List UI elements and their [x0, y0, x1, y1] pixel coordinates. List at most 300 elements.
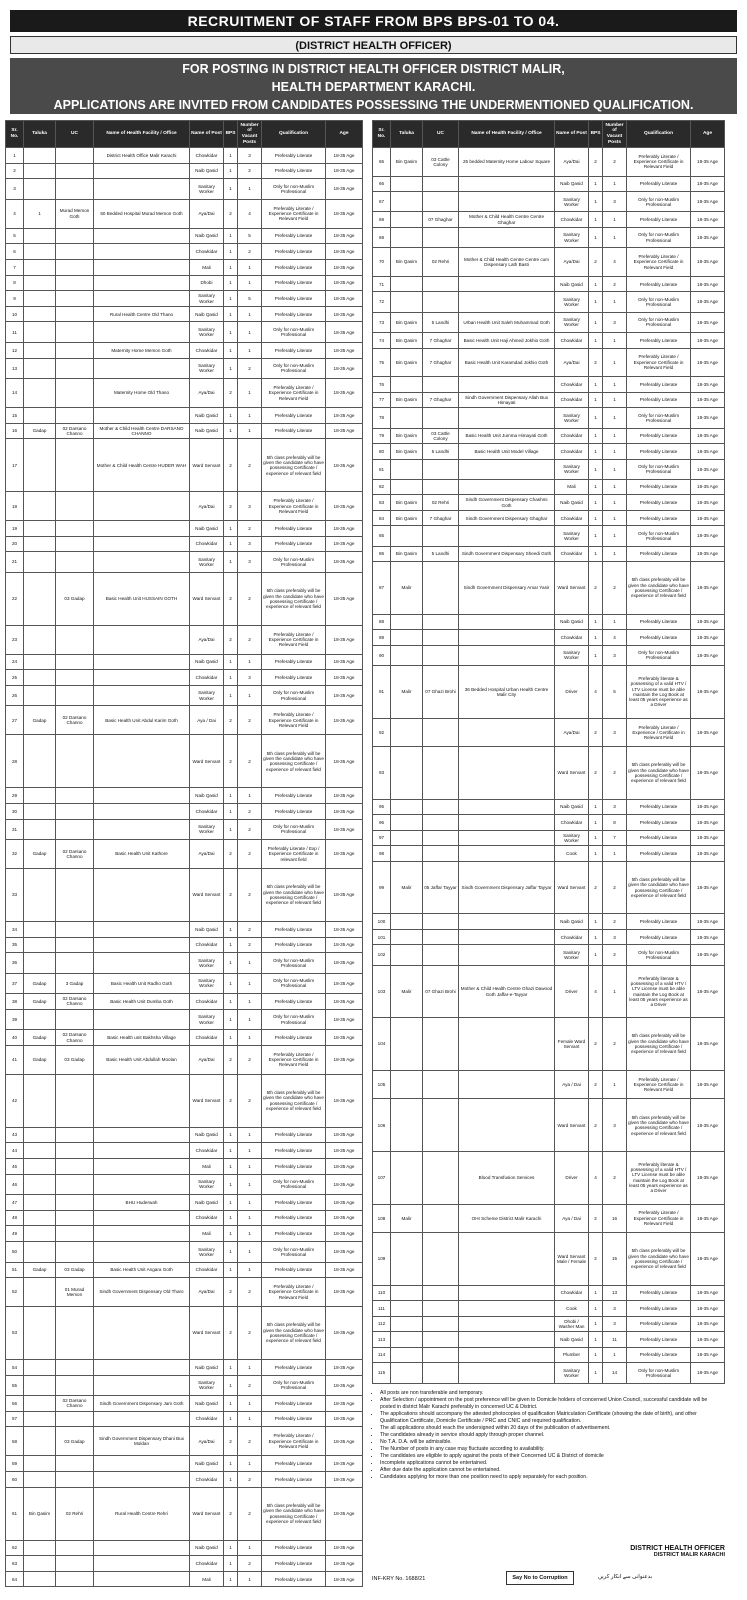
cell-post: Chowkidar — [555, 1285, 589, 1301]
cell-qualification: Preferably Literate / Experience Certificate in Relevant Field — [262, 199, 326, 228]
cell-qualification: Preferably Literate — [627, 614, 691, 630]
cell-age: 18-35 Age — [326, 994, 363, 1010]
cell-sr-no: 21 — [6, 552, 24, 572]
cell-uc — [56, 291, 94, 307]
cell-taluka: Bin Qasim — [391, 333, 423, 349]
cell-uc — [423, 747, 459, 800]
cell-uc — [56, 1540, 94, 1556]
table-header-row — [6, 121, 363, 148]
column-header-taluka: Taluka — [391, 121, 423, 148]
cell-vacant-posts: 1 — [603, 1070, 627, 1099]
cell-facility — [459, 1301, 555, 1317]
cell-uc — [56, 244, 94, 260]
cell-vacant-posts: 1 — [238, 1159, 262, 1175]
cell-age: 18-35 Age — [691, 1233, 725, 1286]
table-row — [6, 407, 363, 423]
table-row — [6, 379, 363, 408]
cell-uc — [56, 259, 94, 275]
cell-qualification: Preferably Literate — [627, 377, 691, 393]
cell-age: 18-35 Age — [691, 1099, 725, 1152]
cell-qualification: Preferably Literate — [627, 1347, 691, 1363]
table-row — [373, 377, 725, 393]
cell-sr-no: 39 — [6, 1009, 24, 1029]
cell-age: 18-35 Age — [326, 1456, 363, 1472]
cell-vacant-posts: 1 — [238, 1210, 262, 1226]
cell-vacant-posts: 2 — [603, 945, 627, 965]
cell-taluka — [24, 1411, 56, 1427]
cell-age: 18-35 Age — [326, 819, 363, 839]
cell-sr-no: 104 — [373, 1018, 391, 1071]
cell-facility — [94, 1471, 190, 1487]
table-row — [6, 1278, 363, 1307]
cell-sr-no: 44 — [6, 1143, 24, 1159]
cell-bps: 1 — [589, 1347, 603, 1363]
cell-taluka: Bin Qasim — [391, 248, 423, 277]
note-item: • Incomplete applications cannot be entertained. — [380, 1460, 724, 1467]
cell-uc — [56, 1411, 94, 1427]
cell-qualification: Preferably Literate — [627, 914, 691, 930]
cell-bps: 2 — [589, 348, 603, 377]
cell-sr-no: 13 — [6, 358, 24, 378]
cell-sr-no: 12 — [6, 342, 24, 358]
cell-qualification: 5th class preferably will be given the candidate who have possessing Certificate / experience of relevant field — [262, 439, 326, 492]
cell-qualification: Preferably Literate — [262, 1226, 326, 1242]
cell-facility — [94, 492, 190, 521]
cell-facility — [94, 1307, 190, 1360]
column-header-facility: Name of Health Facility / Office — [94, 121, 190, 148]
cell-qualification: Preferably Literate — [627, 333, 691, 349]
cell-vacant-posts: 1 — [238, 407, 262, 423]
cell-sr-no: 54 — [6, 1360, 24, 1376]
cell-sr-no: 62 — [6, 1540, 24, 1556]
cell-bps: 1 — [224, 921, 238, 937]
cell-facility: Basic Health Unit Dumba Goth — [94, 994, 190, 1010]
cell-vacant-posts: 1 — [603, 377, 627, 393]
cell-bps: 1 — [224, 1360, 238, 1376]
cell-facility — [459, 192, 555, 212]
cell-uc — [423, 526, 459, 546]
cell-vacant-posts: 2 — [603, 861, 627, 914]
cell-bps: 1 — [224, 407, 238, 423]
cell-sr-no: 3 — [6, 179, 24, 199]
cell-facility — [459, 1070, 555, 1099]
cell-post: Naib Qasid — [190, 654, 224, 670]
cell-bps: 1 — [589, 459, 603, 479]
cell-qualification: Preferably literate & possessing of a valid HTV / LTV License must be able maintain the Log Book at least 05 years experience as a Driver — [627, 1151, 691, 1204]
cell-age: 18-35 Age — [691, 377, 725, 393]
cell-uc — [56, 439, 94, 492]
cell-post: Ward Servant — [555, 747, 589, 800]
cell-post: Chowkidar — [190, 1471, 224, 1487]
cell-vacant-posts: 2 — [238, 706, 262, 735]
cell-facility — [94, 1571, 190, 1587]
cell-post: Ward Servant — [555, 861, 589, 914]
table-row — [6, 840, 363, 869]
table-row — [6, 1143, 363, 1159]
cell-sr-no: 59 — [6, 1456, 24, 1472]
cell-vacant-posts: 2 — [603, 914, 627, 930]
cell-uc — [56, 788, 94, 804]
cell-age: 18-35 Age — [691, 312, 725, 332]
cell-age: 18-35 Age — [326, 1487, 363, 1540]
cell-sr-no: 37 — [6, 973, 24, 993]
cell-vacant-posts: 1 — [238, 1009, 262, 1029]
cell-uc: 02 Darsano Channo — [56, 994, 94, 1010]
cell-uc: 5 Landhi — [423, 546, 459, 562]
cell-bps: 1 — [224, 1411, 238, 1427]
table-row — [6, 1127, 363, 1143]
cell-post: Chowkidar — [190, 536, 224, 552]
cell-age: 18-35 Age — [326, 868, 363, 921]
cell-age: 18-35 Age — [326, 1127, 363, 1143]
cell-uc — [56, 379, 94, 408]
table-row — [6, 625, 363, 654]
cell-sr-no: 68 — [373, 212, 391, 228]
cell-vacant-posts: 4 — [603, 248, 627, 277]
cell-vacant-posts: 3 — [603, 192, 627, 212]
cell-qualification: 5th class preferably will be given the candidate who have possessing Certificate / experience of relevant field — [627, 1233, 691, 1286]
table-row — [373, 192, 725, 212]
cell-vacant-posts: 1 — [603, 510, 627, 526]
cell-age: 18-35 Age — [691, 747, 725, 800]
table-row — [6, 670, 363, 686]
table-row — [6, 819, 363, 839]
cell-uc: 7 Ghaghar — [423, 348, 459, 377]
cell-bps: 2 — [589, 248, 603, 277]
cell-facility — [94, 937, 190, 953]
table-row — [6, 322, 363, 342]
cell-bps: 1 — [224, 275, 238, 291]
table-row — [373, 1347, 725, 1363]
cell-vacant-posts: 1 — [238, 973, 262, 993]
cell-sr-no: 110 — [373, 1285, 391, 1301]
cell-age: 18-35 Age — [326, 536, 363, 552]
cell-post: Aya/Dai — [555, 718, 589, 747]
cell-uc — [423, 276, 459, 292]
cell-taluka — [24, 1360, 56, 1376]
cell-post: Naib Qasid — [555, 495, 589, 511]
cell-facility — [94, 275, 190, 291]
table-row — [6, 953, 363, 973]
cell-facility — [459, 846, 555, 862]
cell-age: 18-35 Age — [326, 788, 363, 804]
cell-vacant-posts: 3 — [603, 1301, 627, 1317]
cell-post: Sanitary Worker — [555, 459, 589, 479]
cell-facility — [459, 276, 555, 292]
cell-uc: Murad Memon Goth — [56, 199, 94, 228]
cell-uc: 07 Ghazi Brohi — [423, 666, 459, 719]
cell-uc: 05 Jaffar Tayyar — [423, 861, 459, 914]
cell-post: Plumber — [555, 1347, 589, 1363]
cell-facility — [94, 1174, 190, 1194]
cell-age: 18-35 Age — [326, 1278, 363, 1307]
cell-taluka — [24, 228, 56, 244]
cell-facility: Sindh Government Dispensary Amar Yasir — [459, 562, 555, 615]
cell-qualification: Preferably Literate — [262, 1540, 326, 1556]
cell-bps: 1 — [224, 994, 238, 1010]
cell-post: Naib Qasid — [190, 1456, 224, 1472]
page-subtitle: (DISTRICT HEALTH OFFICER) — [10, 36, 737, 54]
cell-qualification: Preferably Literate — [627, 846, 691, 862]
cell-post: Sanitary Worker — [555, 1363, 589, 1383]
cell-post: Sanitary Worker — [190, 685, 224, 705]
table-row — [6, 1174, 363, 1194]
cell-vacant-posts: 2 — [238, 439, 262, 492]
cell-uc — [56, 1143, 94, 1159]
cell-sr-no: 69 — [373, 227, 391, 247]
cell-qualification: Preferably Literate / Experience Certificate in Relevant Field — [262, 706, 326, 735]
cell-vacant-posts: 2 — [603, 148, 627, 177]
cell-taluka — [391, 227, 423, 247]
cell-qualification: Preferably Literate — [627, 495, 691, 511]
cell-qualification: Preferably Literate / Experience Certificate in Relevant Field — [262, 379, 326, 408]
cell-vacant-posts: 1 — [603, 526, 627, 546]
cell-qualification: Only for non-Muslim Professional — [262, 1375, 326, 1395]
cell-bps: 2 — [224, 1074, 238, 1127]
cell-uc — [56, 521, 94, 537]
cell-uc — [423, 815, 459, 831]
cell-bps: 1 — [589, 614, 603, 630]
cell-qualification: 5th class preferably will be given the candidate who have possessing Certificate / experience of relevant field — [262, 1307, 326, 1360]
table-row — [373, 292, 725, 312]
cell-post: Driver — [555, 1151, 589, 1204]
cell-bps: 2 — [224, 572, 238, 625]
cell-taluka — [24, 1195, 56, 1211]
table-row — [373, 444, 725, 460]
cell-facility: Sindh Government Dispensary Old Tharo — [94, 1278, 190, 1307]
cell-age: 18-35 Age — [326, 228, 363, 244]
cell-sr-no: 114 — [373, 1347, 391, 1363]
cell-bps: 1 — [589, 176, 603, 192]
cell-facility — [459, 377, 555, 393]
cell-vacant-posts: 1 — [238, 1396, 262, 1412]
cell-age: 18-35 Age — [326, 1556, 363, 1572]
table-row — [373, 945, 725, 965]
cell-qualification: Preferably Literate / Exp / Experience Certificate in relevant field — [262, 840, 326, 869]
table-row — [6, 937, 363, 953]
cell-uc — [423, 1285, 459, 1301]
cell-qualification: Preferably Literate / Experience / Certificate in Relevant Field — [627, 718, 691, 747]
cell-post: Naib Qasid — [190, 407, 224, 423]
cell-sr-no: 98 — [373, 846, 391, 862]
cell-bps: 1 — [589, 377, 603, 393]
table-row — [6, 275, 363, 291]
cell-age: 18-35 Age — [326, 1143, 363, 1159]
cell-post: Dhobi / Washer Man — [555, 1316, 589, 1332]
cell-vacant-posts: 1 — [238, 1143, 262, 1159]
cell-sr-no: 48 — [6, 1210, 24, 1226]
cell-post: Aya/Dai — [555, 148, 589, 177]
cell-uc — [423, 1204, 459, 1233]
cell-facility — [94, 1540, 190, 1556]
cell-post: Chowkidar — [190, 1210, 224, 1226]
cell-facility: Basic Health unit Bakhsha Village — [94, 1030, 190, 1046]
cell-taluka: Bin Qasim — [24, 1487, 56, 1540]
table-row — [6, 788, 363, 804]
cell-taluka — [24, 803, 56, 819]
cell-uc: 02 Rehri — [56, 1487, 94, 1540]
cell-bps: 1 — [224, 1009, 238, 1029]
cell-taluka: Gadap — [24, 423, 56, 439]
cell-vacant-posts: 3 — [238, 536, 262, 552]
cell-sr-no: 109 — [373, 1233, 391, 1286]
no-corruption-badge: Say No to Corruption — [506, 1571, 574, 1585]
cell-bps: 1 — [224, 291, 238, 307]
cell-uc — [56, 163, 94, 179]
cell-taluka — [24, 163, 56, 179]
cell-uc — [56, 1174, 94, 1194]
cell-vacant-posts: 1 — [238, 1127, 262, 1143]
cell-vacant-posts: 1 — [238, 306, 262, 322]
cell-uc: 5 Landhi — [423, 444, 459, 460]
cell-age: 18-35 Age — [691, 815, 725, 831]
cell-post: Sanitary Worker — [190, 552, 224, 572]
table-header-row — [373, 121, 725, 148]
cell-uc — [423, 1099, 459, 1152]
cell-facility — [459, 1099, 555, 1152]
cell-qualification: Only for non-Muslim Professional — [262, 685, 326, 705]
cell-uc — [56, 1195, 94, 1211]
cell-bps: 1 — [224, 1226, 238, 1242]
cell-qualification: 5th class preferably will be given the candidate who have possessing Certificate / experience of relevant field — [627, 1099, 691, 1152]
cell-age: 18-35 Age — [691, 212, 725, 228]
table-row — [373, 1363, 725, 1383]
cell-taluka — [24, 536, 56, 552]
cell-bps: 1 — [224, 259, 238, 275]
cell-vacant-posts: 1 — [238, 423, 262, 439]
cell-vacant-posts: 3 — [238, 148, 262, 164]
cell-taluka — [24, 1540, 56, 1556]
cell-taluka — [391, 176, 423, 192]
cell-post: Chowkidar — [190, 994, 224, 1010]
table-row — [373, 562, 725, 615]
cell-qualification: Preferably Literate — [262, 163, 326, 179]
cell-vacant-posts: 2 — [238, 163, 262, 179]
cell-vacant-posts: 2 — [238, 1375, 262, 1395]
cell-uc: 03 Gadap — [56, 1427, 94, 1456]
cell-vacant-posts: 2 — [238, 840, 262, 869]
cell-qualification: Preferably Literate — [262, 994, 326, 1010]
cell-vacant-posts: 2 — [238, 1556, 262, 1572]
cell-uc — [423, 1332, 459, 1348]
note-item: • Candidates applying for more than one position need to apply separately for each position. — [380, 1474, 724, 1481]
cell-qualification: 5th class preferably will be given the candidate who have possessing Certificate / experience of relevant field — [262, 1487, 326, 1540]
cell-post: Chowkidar — [190, 342, 224, 358]
cell-facility — [94, 921, 190, 937]
cell-facility: Basic Health Unit Model Village — [459, 444, 555, 460]
cell-sr-no: 76 — [373, 377, 391, 393]
cell-qualification: Only for non-Muslim Professional — [262, 1174, 326, 1194]
table-row — [373, 526, 725, 546]
cell-vacant-posts: 1 — [238, 685, 262, 705]
cell-facility — [94, 803, 190, 819]
cell-bps: 2 — [589, 861, 603, 914]
cell-post: Sanitary Worker — [555, 645, 589, 665]
cell-post: Chowkidar — [190, 1030, 224, 1046]
cell-post: Naib Qasid — [190, 423, 224, 439]
cell-facility — [94, 291, 190, 307]
cell-sr-no: 67 — [373, 192, 391, 212]
cell-facility — [94, 322, 190, 342]
cell-vacant-posts: 3 — [603, 929, 627, 945]
table-row — [6, 994, 363, 1010]
cell-bps: 2 — [224, 840, 238, 869]
cell-sr-no: 61 — [6, 1487, 24, 1540]
cell-vacant-posts: 2 — [238, 819, 262, 839]
cell-qualification: Only for non-Muslim Professional — [627, 292, 691, 312]
cell-post: Female Ward Servant — [555, 1018, 589, 1071]
cell-uc — [56, 937, 94, 953]
cell-age: 18-35 Age — [691, 945, 725, 965]
cell-qualification: Preferably Literate — [627, 212, 691, 228]
cell-sr-no: 106 — [373, 1099, 391, 1152]
cell-vacant-posts: 2 — [603, 1018, 627, 1071]
cell-age: 18-35 Age — [326, 1159, 363, 1175]
cell-uc — [56, 803, 94, 819]
cell-facility: Maternity Home Old Thano — [94, 379, 190, 408]
cell-uc — [56, 670, 94, 686]
cell-post: Mali — [190, 1226, 224, 1242]
table-row — [6, 244, 363, 260]
cell-sr-no: 27 — [6, 706, 24, 735]
table-row — [6, 1471, 363, 1487]
cell-age: 18-35 Age — [326, 244, 363, 260]
cell-taluka — [24, 1375, 56, 1395]
cell-taluka — [24, 1009, 56, 1029]
cell-sr-no: 108 — [373, 1204, 391, 1233]
cell-qualification: Preferably Literate — [262, 1556, 326, 1572]
cell-age: 18-35 Age — [691, 799, 725, 815]
cell-taluka — [391, 645, 423, 665]
cell-sr-no: 16 — [6, 423, 24, 439]
table-row — [373, 830, 725, 846]
cell-uc: 02 Darsano Channo — [56, 423, 94, 439]
cell-bps: 1 — [224, 670, 238, 686]
cell-sr-no: 105 — [373, 1070, 391, 1099]
cell-facility — [94, 868, 190, 921]
cell-post: Aya/Dai — [555, 348, 589, 377]
page-title: RECRUITMENT OF STAFF FROM BPS BPS-01 TO 04. — [10, 10, 737, 32]
cell-uc — [56, 179, 94, 199]
cell-post: Naib Qasid — [555, 614, 589, 630]
cell-age: 18-35 Age — [326, 685, 363, 705]
cell-sr-no: 99 — [373, 861, 391, 914]
cell-age: 18-35 Age — [691, 546, 725, 562]
cell-taluka — [391, 1332, 423, 1348]
table-row — [6, 521, 363, 537]
cell-taluka — [391, 377, 423, 393]
cell-vacant-posts: 16 — [603, 1204, 627, 1233]
cell-bps: 1 — [589, 495, 603, 511]
cell-qualification: Only for non-Muslim Professional — [262, 1009, 326, 1029]
table-row — [6, 1456, 363, 1472]
cell-age: 18-35 Age — [326, 1174, 363, 1194]
cell-sr-no: 115 — [373, 1363, 391, 1383]
cell-age: 18-35 Age — [326, 358, 363, 378]
cell-uc — [56, 953, 94, 973]
cell-bps: 2 — [224, 1487, 238, 1540]
cell-facility — [94, 953, 190, 973]
cell-facility: Basic Health Unit Haji Ahmed Jokhio Goth — [459, 333, 555, 349]
cell-vacant-posts: 1 — [603, 408, 627, 428]
cell-qualification: Preferably Literate — [262, 1471, 326, 1487]
cell-sr-no: 24 — [6, 654, 24, 670]
cell-facility — [459, 799, 555, 815]
cell-post: Sanitary Worker — [190, 1242, 224, 1262]
cell-qualification: Preferably Literate — [262, 1030, 326, 1046]
cell-taluka — [24, 670, 56, 686]
cell-facility — [94, 1226, 190, 1242]
